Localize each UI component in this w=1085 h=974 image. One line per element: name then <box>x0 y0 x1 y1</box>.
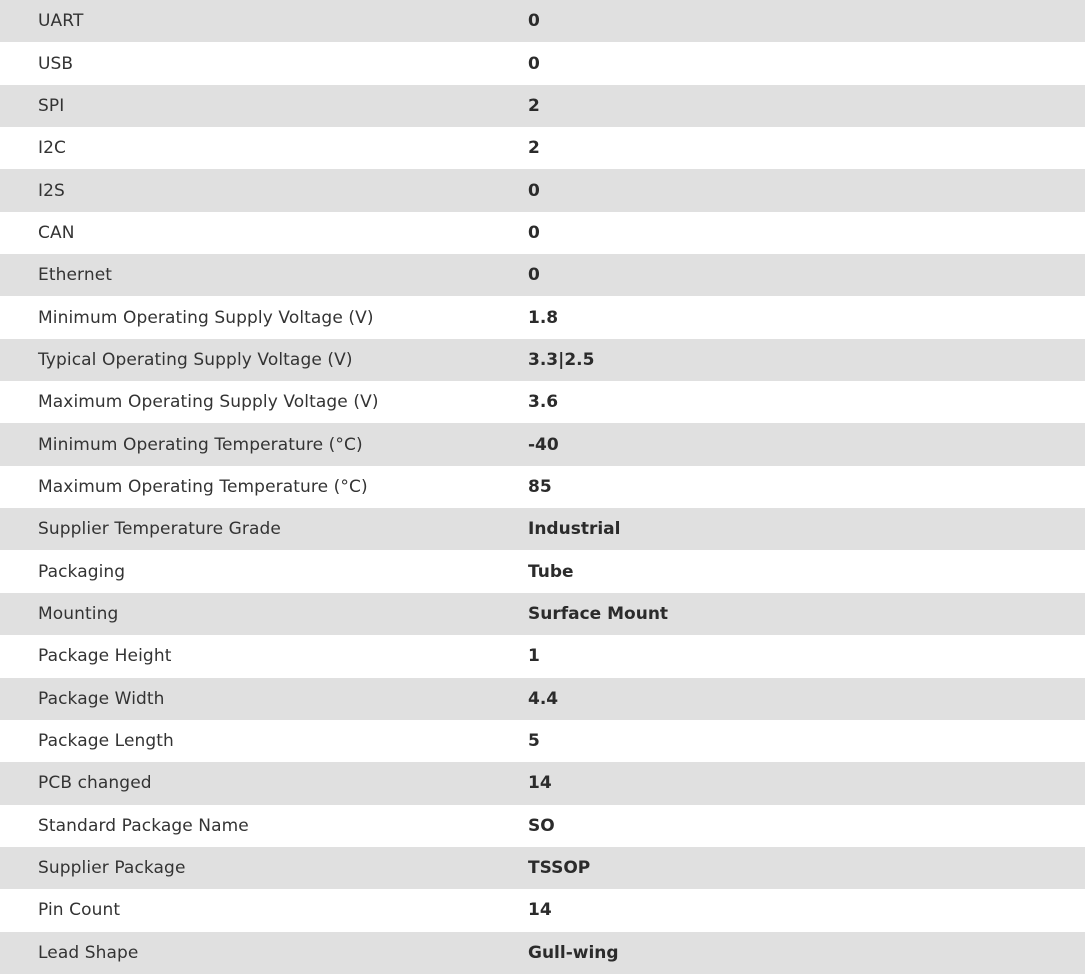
spec-row-min-temperature <box>0 423 1085 465</box>
spec-value: 14 <box>528 900 552 921</box>
spec-label: I2S <box>38 180 65 201</box>
spec-label: CAN <box>38 222 75 243</box>
spec-value: Gull-wing <box>528 942 619 963</box>
spec-value: Tube <box>528 561 574 582</box>
spec-value: TSSOP <box>528 858 591 879</box>
spec-value: 0 <box>528 11 540 32</box>
spec-label: Supplier Temperature Grade <box>38 519 281 540</box>
spec-row-min-supply-voltage <box>0 296 1085 338</box>
spec-label: USB <box>38 53 74 74</box>
spec-label: Standard Package Name <box>38 815 249 836</box>
spec-value: Industrial <box>528 519 621 540</box>
spec-value: 85 <box>528 476 552 497</box>
spec-value: 4.4 <box>528 688 559 709</box>
spec-label: Ethernet <box>38 265 113 286</box>
spec-row-spi <box>0 85 1085 127</box>
spec-value: 5 <box>528 731 540 752</box>
spec-label: PCB changed <box>38 773 152 794</box>
spec-row-pin-count <box>0 889 1085 931</box>
spec-value: 0 <box>528 53 540 74</box>
spec-label: Package Height <box>38 646 172 667</box>
spec-label: Package Length <box>38 731 174 752</box>
spec-value: 2 <box>528 95 540 116</box>
spec-row-package-width <box>0 678 1085 720</box>
spec-value: SO <box>528 815 555 836</box>
spec-row-i2c <box>0 127 1085 169</box>
spec-row-typ-supply-voltage <box>0 339 1085 381</box>
spec-row-package-height <box>0 635 1085 677</box>
spec-label: Typical Operating Supply Voltage (V) <box>38 349 353 370</box>
spec-label: UART <box>38 11 84 32</box>
spec-label: SPI <box>38 95 65 116</box>
spec-value: 2 <box>528 138 540 159</box>
spec-row-can <box>0 212 1085 254</box>
spec-label: Maximum Operating Supply Voltage (V) <box>38 392 379 413</box>
spec-row-max-supply-voltage <box>0 381 1085 423</box>
spec-label: Minimum Operating Temperature (°C) <box>38 434 363 455</box>
spec-value: 14 <box>528 773 552 794</box>
spec-row-supplier-package <box>0 847 1085 889</box>
spec-label: Supplier Package <box>38 858 186 879</box>
spec-value: 0 <box>528 180 540 201</box>
spec-value: 3.3|2.5 <box>528 349 595 370</box>
spec-row-pcb-changed <box>0 762 1085 804</box>
spec-row-usb <box>0 42 1085 84</box>
spec-label: Maximum Operating Temperature (°C) <box>38 476 368 497</box>
spec-label: I2C <box>38 138 66 159</box>
spec-value: 0 <box>528 222 540 243</box>
spec-row-max-temperature <box>0 466 1085 508</box>
spec-label: Minimum Operating Supply Voltage (V) <box>38 307 374 328</box>
spec-row-standard-package-name <box>0 805 1085 847</box>
spec-row-i2s <box>0 169 1085 211</box>
spec-row-temperature-grade <box>0 508 1085 550</box>
spec-row-mounting <box>0 593 1085 635</box>
spec-value: Surface Mount <box>528 603 669 624</box>
spec-label: Pin Count <box>38 900 121 921</box>
spec-row-packaging <box>0 550 1085 592</box>
spec-value: -40 <box>528 434 559 455</box>
spec-row-uart <box>0 0 1085 42</box>
spec-value: 1.8 <box>528 307 559 328</box>
spec-label: Package Width <box>38 688 165 709</box>
spec-value: 0 <box>528 265 540 286</box>
spec-label: Packaging <box>38 561 126 582</box>
spec-value: 3.6 <box>528 392 559 413</box>
spec-row-ethernet <box>0 254 1085 296</box>
spec-row-lead-shape <box>0 932 1085 974</box>
spec-row-package-length <box>0 720 1085 762</box>
spec-label: Mounting <box>38 603 119 624</box>
spec-label: Lead Shape <box>38 942 139 963</box>
spec-value: 1 <box>528 646 540 667</box>
